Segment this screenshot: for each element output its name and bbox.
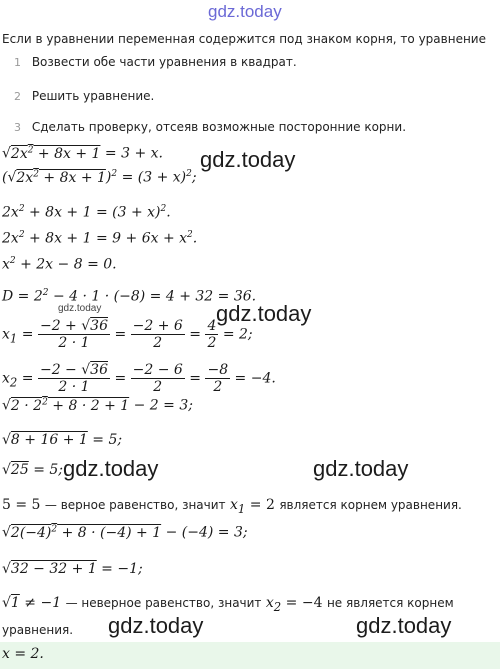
step-3 [14,120,406,134]
check-x2-conclusion-cont: уравнения. [2,623,74,637]
check-x1-line-3: √25 = 5; [2,462,64,478]
step-2-number: 2 [14,90,21,103]
check-x2-root-text: не является корнем [326,596,454,610]
step-3-number: 3 [14,121,21,134]
equation-original: $√2x^2 + 8x + 1 = 3 + x$. [2,145,163,162]
check-x1-true-text: — верное равенство, значит [44,498,226,512]
root-x1: $x_1$ = $\frac{-2 + √36}{2 \cdot 1}$ = $\frac{-2 + 6}{2}$ = $\frac{4}{2}$ = 2; [2,318,253,351]
check-x1-conclusion: 5 = 5 — верное равенство, значит $x_1 = 2$ является корнем уравнения. [2,497,462,516]
step-1-number: 1 [14,56,21,69]
step-3-text: Сделать проверку, отсеяв возможные посторонние корни. [31,120,407,134]
answer-text: x = 2. [2,646,44,662]
equation-quadratic: $x^2 + 2x - 8 = 0$. [2,256,117,273]
check-x2-line-2: √32 − 32 + 1 = −1; [2,561,143,577]
discriminant: $D = 2^2 - 4 \cdot 1 \cdot (-8) = 4 + 32 = 36$. [2,288,257,305]
intro-text: Если в уравнении переменная содержится под знаком корня, то уравнение [2,32,486,46]
check-x1-line-1: $√2 \cdot 2^2 + 8 \cdot 2 + 1 - 2 = 3$; [2,397,193,414]
watermark-3: gdz.today [63,456,159,481]
watermark-5: gdz.today [108,613,204,638]
step-2-text: Решить уравнение. [31,89,155,103]
watermark-6: gdz.today [356,613,452,638]
step-2 [14,89,154,103]
watermark-1: gdz.today [200,147,296,172]
watermark-small: gdz.today [58,303,102,314]
watermark-4: gdz.today [313,456,409,481]
check-x1-root-text: является корнем уравнения. [279,498,462,512]
equation-step-1: $2x^2 + 8x + 1 = (3 + x)^2$. [2,204,171,221]
equation-squared: $(√2x^2 + 8x + 1)^2 = (3 + x)^2$; [2,169,197,186]
step-1 [14,55,297,69]
answer-bar [0,642,500,669]
watermark-2: gdz.today [216,301,312,326]
check-x2-false-text: — неверное равенство, значит [65,596,262,610]
step-1-text: Возвести обе части уравнения в квадрат. [31,55,297,69]
check-x2-conclusion: √1 ≠ −1 — неверное равенство, значит $x_2 = -4$ не является корнем [2,595,454,614]
root-x2: $x_2$ = $\frac{-2 - √36}{2 \cdot 1}$ = $\frac{-2 - 6}{2}$ = $\frac{-8}{2}$ = −4. [2,362,276,395]
equation-step-2: $2x^2 + 8x + 1 = 9 + 6x + x^2$. [2,230,198,247]
check-x2-line-1: $√2(-4)^2 + 8 \cdot (-4) + 1 - (-4) = 3$; [2,524,248,541]
watermark-top: gdz.today [208,2,282,21]
check-x1-line-2: √8 + 16 + 1 = 5; [2,432,123,448]
